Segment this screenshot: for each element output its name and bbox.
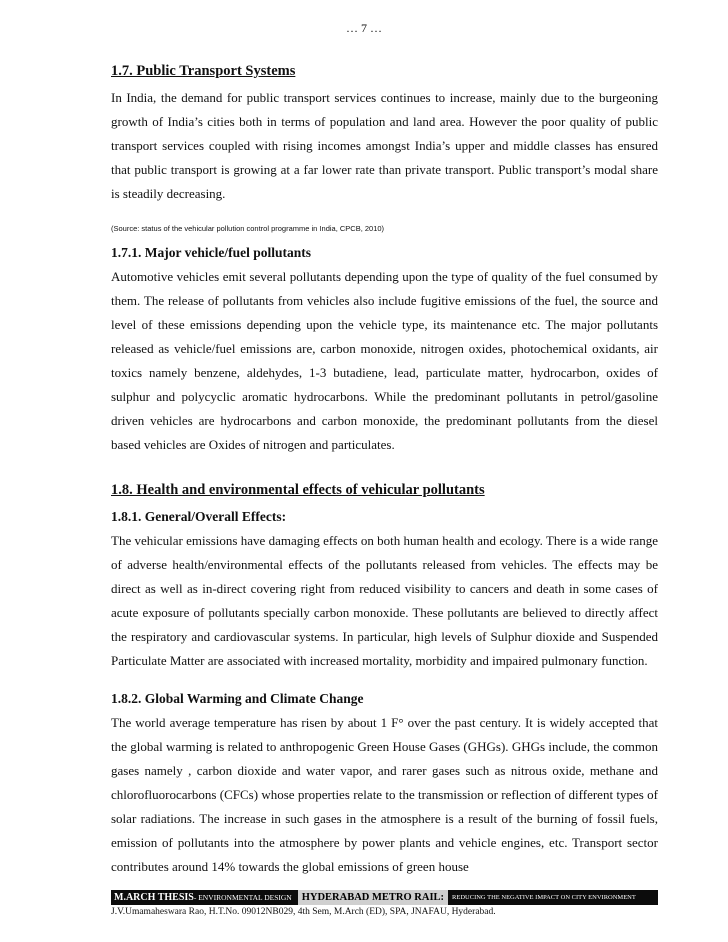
paragraph-public-transport: In India, the demand for public transport services continues to increase, mainly due to the burgeoning growth of India’s cities both in terms of population and land area. However the poor quality of public transport services coupled with rising incomes amongst India’s upper and middle classes has ensured that public transport is growing at a far lower rate than private transport. Public transport’s modal share is steadily decreasing. bbox=[111, 90, 658, 201]
footer-banner-design: - ENVIRONMENTAL DESIGN bbox=[193, 893, 292, 902]
footer-banner bbox=[111, 890, 658, 905]
subsection-heading-1-7-1: 1.7.1. Major vehicle/fuel pollutants bbox=[111, 245, 311, 260]
page-number: … 7 … bbox=[346, 21, 382, 35]
subsection-heading-1-8-1: 1.8.1. General/Overall Effects: bbox=[111, 509, 287, 524]
section-heading-1-7: 1.7. Public Transport Systems bbox=[111, 63, 296, 79]
paragraph-global-warming: The world average temperature has risen by about 1 F° over the past century. It is widely accepted that the global warming is related to anthropogenic Green House Gases (GHGs). GHGs include, the common gases namely , carbon dioxide and water vapor, and rarer gases such as nitrous oxide, methane and chlorofluorocarbons (CFCs) whose properties relate to the transmission or reflection of different types of solar radiations. The increase in such gases in the atmosphere is a result of the burning of fossil fuels, emission of pollutants into the atmosphere by power plants and vehicle engines, etc. Transport sector contributes around 14% towards the global emissions of green house bbox=[111, 715, 658, 874]
footer-banner-project: HYDERABAD METRO RAIL: bbox=[298, 890, 448, 905]
paragraph-general-effects: The vehicular emissions have damaging effects on both human health and ecology. There is a wide range of adverse health/environmental effects of the pollutants released from vehicles. The effects may be direct as well as in-direct covering right from reduced visibility to cancers and death in some cases of acute exposure of pollutants specially carbon monoxide. These pollutants are believed to directly affect the respiratory and cardiovascular systems. In particular, high levels of Sulphur dioxide and Suspended Particulate Matter are associated with increased mortality, morbidity and impaired pulmonary function. bbox=[111, 533, 658, 668]
footer-banner-thesis: M.ARCH THESIS bbox=[114, 892, 194, 903]
section-heading-1-8: 1.8. Health and environmental effects of vehicular pollutants bbox=[111, 482, 485, 498]
paragraph-vehicle-pollutants: Automotive vehicles emit several pollutants depending upon the type of quality of the fuel consumed by them. The release of pollutants from vehicles also include fugitive emissions of the fuel, the source and level of these emissions depending upon the vehicle type, its maintenance etc. The major pollutants released as vehicle/fuel emissions are, carbon monoxide, nitrogen oxides, photochemical oxidants, air toxics namely benzene, aldehydes, 1-3 butadiene, lead, particulate matter, hydrocarbon, oxides of sulphur and polycyclic aromatic hydrocarbons. While the predominant pollutants in petrol/gasoline driven vehicles are hydrocarbons and carbon monoxide, the predominant pollutants from the diesel based vehicles are Oxides of nitrogen and particulates. bbox=[111, 269, 658, 452]
subsection-heading-1-8-2: 1.8.2. Global Warming and Climate Change bbox=[111, 691, 364, 706]
footer-author-line: J.V.Umamaheswara Rao, H.T.No. 09012NB029, 4th Sem, M.Arch (ED), SPA, JNAFAU, Hyderabad. bbox=[111, 907, 496, 917]
source-citation: (Source: status of the vehicular pollution control programme in India, CPCB, 2010) bbox=[111, 224, 385, 233]
document-body bbox=[111, 60, 658, 879]
footer-banner-subtitle: REDUCING THE NEGATIVE IMPACT ON CITY ENVIRONMENT bbox=[452, 894, 636, 901]
